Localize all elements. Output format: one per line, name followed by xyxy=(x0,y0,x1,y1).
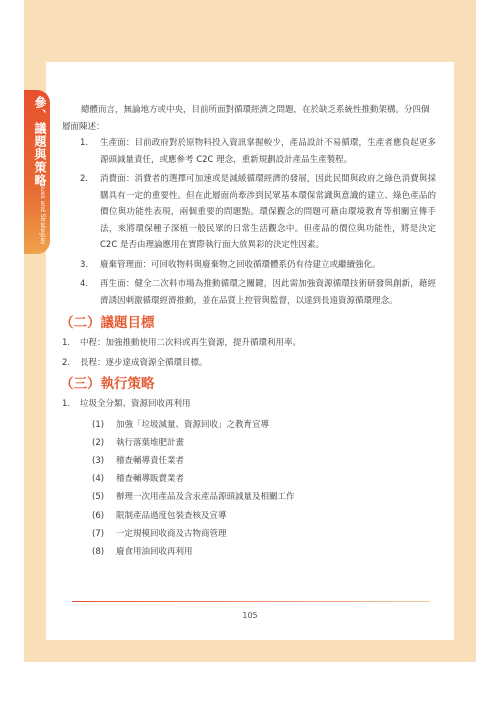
issue-text: 廢棄管理面：可回收物料與廢棄物之回收循環體系仍有待建立或繼續強化。 xyxy=(100,259,381,270)
goal-number: 2. xyxy=(62,357,71,368)
page-frame-right xyxy=(454,0,476,662)
goal-number: 1. xyxy=(62,338,71,348)
sub-item-text: 辦理一次用產品及含汞產品源頭減量及相關工作 xyxy=(116,492,295,503)
sub-item-number: (1) xyxy=(92,419,105,430)
chapter-tab-title: 參、議題與策略 xyxy=(33,96,47,187)
sub-item-text: 稽查輔導販賣業者 xyxy=(116,474,185,485)
issue-list xyxy=(62,135,436,309)
footer-divider xyxy=(72,601,430,602)
issue-text: 再生面：健全二次料市場為推動循環之關鍵，因此需加強資源循環技術研發與創新，藉經濟誘因刺激循環經濟推動，並在品質上控管與監督，以達到長遠資源循環理念。 xyxy=(100,279,436,306)
goal-item xyxy=(62,355,436,372)
issue-item xyxy=(62,257,436,274)
strategy-sub-item xyxy=(92,525,436,543)
goal-item xyxy=(62,335,436,352)
issue-number: 3. xyxy=(80,259,89,270)
sub-item-number: (5) xyxy=(92,492,105,503)
sub-item-number: (8) xyxy=(92,546,105,557)
sub-item-number: (4) xyxy=(92,474,105,485)
sub-item-text: 限制產品過度包裝查核及宣導 xyxy=(116,510,227,521)
page-frame-bottom xyxy=(24,640,476,662)
strategy-sub-item xyxy=(92,470,436,488)
strategy-sub-list xyxy=(62,416,436,562)
strategy-list xyxy=(62,396,436,413)
issue-number: 4. xyxy=(80,279,89,289)
sub-item-number: (7) xyxy=(92,528,105,539)
issue-item xyxy=(62,135,436,168)
sub-item-text: 執行落葉堆肥計畫 xyxy=(116,437,185,448)
strategy-sub-item xyxy=(92,543,436,561)
strategy-item xyxy=(62,396,436,413)
main-content xyxy=(62,102,436,561)
sub-item-text: 加強「垃圾減量、資源回收」之教育宣導 xyxy=(116,419,270,430)
section-heading-goals: （二）議題目標 xyxy=(60,315,155,331)
sub-item-number: (3) xyxy=(92,455,105,466)
sub-item-number: (2) xyxy=(92,437,105,448)
sub-item-text: 稽查輔導責任業者 xyxy=(116,455,185,466)
chapter-tab-subtitle: Issues and Strategies xyxy=(39,180,46,245)
page-frame-top xyxy=(24,0,476,62)
strategy-sub-item xyxy=(92,488,436,506)
strategy-sub-item xyxy=(92,507,436,525)
strategy-sub-item xyxy=(92,434,436,452)
goal-list xyxy=(62,335,436,371)
goal-text: 長程：逐步達成資源全循環目標。 xyxy=(80,357,208,368)
issue-item xyxy=(62,276,436,309)
section-heading-strategy: （三）執行策略 xyxy=(60,376,155,392)
page-number: 105 xyxy=(242,611,258,620)
intro-paragraph: 總體而言，無論地方或中央，目前所面對循環經濟之問題，在於缺乏系統性推動架構。分四個層面陳述： xyxy=(62,105,430,132)
issue-number: 2. xyxy=(80,174,89,184)
issue-text: 生產面：目前政府對於原物料投入資訊掌握較少，產品設計不易循環，生產者應負起更多源頭減量責任，或應參考 C2C 理念，重新規劃設計產品生產製程。 xyxy=(100,138,436,165)
issue-number: 1. xyxy=(80,138,89,148)
strategy-number: 1. xyxy=(62,399,71,409)
issue-text: 消費面：消費者的選擇可加速或是減緩循環經濟的發展，因此民間與政府之綠色消費與採購具有一定的重要性。但在此層面尚牽涉到民眾基本環保常識與意識的建立、綠色產品的價位與功能性表現，兩個重要的問題點。環保觀念的問題可藉由環境教育等相關宣傳手法，來將環保種子深植一般民眾的日常生活觀念中。但產品的價位與功能性，將是決定 C2C 是否由理論應用在實際執行面大放異彩的決定性因素。 xyxy=(100,174,436,250)
sub-item-text: 一定規模回收商及古物商管理 xyxy=(116,528,227,539)
goal-text: 中程：加強推動使用二次料或再生資源，提升循環利用率。 xyxy=(80,338,302,348)
strategy-sub-item xyxy=(92,452,436,470)
issue-item xyxy=(62,171,436,254)
strategy-sub-item xyxy=(92,416,436,434)
sub-item-number: (6) xyxy=(92,510,105,521)
sub-item-text: 廢食用油回收再利用 xyxy=(116,546,193,557)
strategy-text: 垃圾全分類、資源回收再利用 xyxy=(80,399,191,409)
